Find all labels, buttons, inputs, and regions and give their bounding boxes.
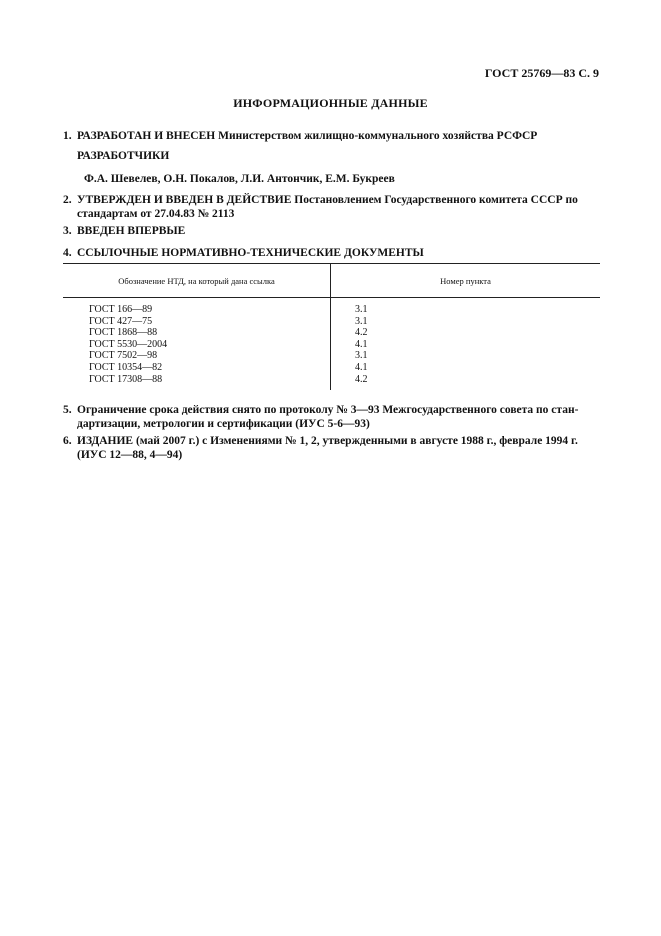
section-3-number: 3. (63, 225, 72, 237)
section-4-text: ССЫЛОЧНЫЕ НОРМАТИВНО-ТЕХНИЧЕСКИЕ ДОКУМЕНТЫ (77, 247, 424, 259)
table-header-points: Номер пункта (440, 276, 491, 286)
table-header-docs: Обозначение НТД, на который дана ссылка (118, 276, 275, 286)
section-1-text: РАЗРАБОТАН И ВНЕСЕН Министерством жилищно-коммунального хозяйства РСФСР (77, 130, 538, 142)
section-3 (63, 224, 603, 238)
table-cell-doc: ГОСТ 166—89 (89, 304, 153, 315)
table-cell-point: 4.2 (355, 327, 368, 339)
table-cell-point: 3.1 (355, 304, 368, 315)
table-cell-point: 4.2 (355, 373, 368, 385)
section-6-number: 6. (63, 435, 72, 447)
section-6-line2: (ИУС 12—88, 4—94) (77, 449, 183, 461)
section-2 (63, 193, 603, 221)
section-1-number: 1. (63, 130, 72, 142)
table-cell-point: 3.1 (355, 350, 368, 362)
table-cell-doc: ГОСТ 1868—88 (89, 327, 158, 339)
table-cell-doc: ГОСТ 5530—2004 (89, 338, 168, 350)
section-5-line2: дартизации, метрологии и сертификации (ИУС 5-6—93) (77, 418, 370, 430)
section-1 (63, 129, 603, 143)
table-cell-point: 4.1 (355, 361, 368, 373)
table-cell-doc: ГОСТ 17308—88 (89, 373, 163, 385)
table-cell-doc: ГОСТ 10354—82 (89, 361, 163, 373)
developers-label: РАЗРАБОТЧИКИ (77, 150, 170, 162)
developers-list: Ф.А. Шевелев, О.Н. Покалов, Л.И. Антончик, Е.М. Букреев (84, 173, 395, 185)
section-6 (63, 434, 603, 462)
table-header-divider (63, 297, 600, 298)
section-2-line1: УТВЕРЖДЕН И ВВЕДЕН В ДЕЙСТВИЕ Постановлением Государственного комитета СССР по (77, 194, 578, 206)
section-5-number: 5. (63, 404, 72, 416)
page-header-code: ГОСТ 25769—83 С. 9 (484, 66, 599, 80)
table-top-border (63, 263, 600, 264)
table-points-column (355, 304, 368, 385)
table-docs-column (89, 304, 167, 385)
section-3-text: ВВЕДЕН ВПЕРВЫЕ (77, 225, 186, 237)
section-4-number: 4. (63, 247, 72, 259)
section-6-line1: ИЗДАНИЕ (май 2007 г.) с Изменениями № 1, 2, утвержденными в августе 1988 г., феврале 1994 г. (77, 435, 578, 447)
section-5 (63, 403, 603, 431)
section-4 (63, 246, 603, 260)
page-title: ИНФОРМАЦИОННЫЕ ДАННЫЕ (233, 96, 428, 110)
table-cell-doc: ГОСТ 427—75 (89, 315, 153, 327)
table-cell-doc: ГОСТ 7502—98 (89, 350, 158, 362)
table-cell-point: 3.1 (355, 315, 368, 327)
section-5-line1: Ограничение срока действия снято по протоколу № 3—93 Межгосударственного совета по стан- (77, 404, 579, 416)
section-2-number: 2. (63, 194, 72, 206)
table-cell-point: 4.1 (355, 338, 368, 350)
section-2-line2: стандартам от 27.04.83 № 2113 (77, 208, 235, 220)
